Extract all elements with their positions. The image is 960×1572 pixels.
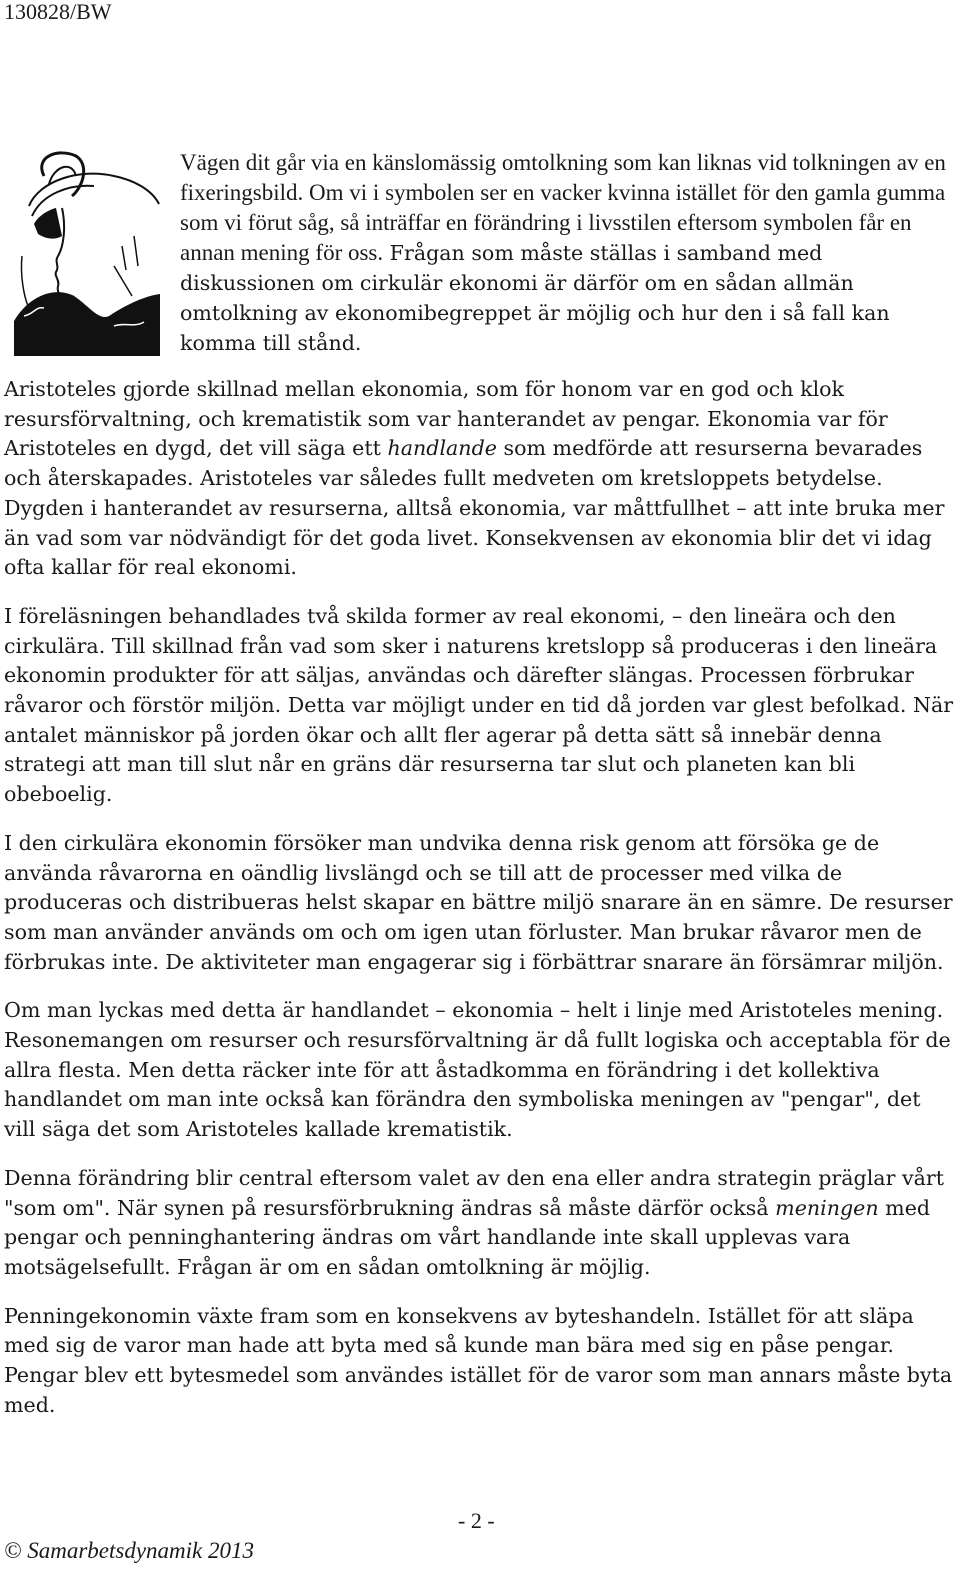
paragraph-text: med pengar och penninghantering ändras om vårt handlande inte skall upplevas vara motsägelsefullt. Frågan är om en sådan omtolkning är möjlig. <box>4 1195 931 1279</box>
intro-paragraph <box>180 148 960 358</box>
document-code: 130828/BW <box>4 0 112 24</box>
paragraph-change <box>4 1164 958 1283</box>
paragraph-text: Aristoteles gjorde skillnad mellan ekonomia, som för honom var en god och klok resursförvaltning, och krematistik som var hanterandet av pengar. Ekonomia var för Aristoteles en dygd, det vill säga ett <box>4 377 888 461</box>
emphasis-text: handlande <box>387 436 497 461</box>
page-number: - 2 - <box>458 1508 495 1533</box>
emphasis-text: meningen <box>775 1195 879 1220</box>
illustration-image <box>14 146 164 356</box>
paragraph-success: Om man lyckas med detta är handlandet – ekonomia – helt i linje med Aristoteles mening. Resonemangen om resurser och resursförvaltning är då fullt logiska och acceptabla för de allra flesta. Men detta räcker inte för att åstadkomma en förändring i det kollektiva handlandet om man inte också kan förändra den symboliska meningen av "pengar", det vill säga det som Aristoteles kallade krematistik. <box>4 998 951 1142</box>
intro-text-part2: Frågan som måste ställas i samband med diskussionen om cirkulär ekonomi är därför om en sådan allmän omtolkning av ekonomibegreppet är möjlig och hur den i så fall kan komma till stånd. <box>180 241 890 355</box>
paragraph-circular: I den cirkulära ekonomin försöker man undvika denna risk genom att försöka ge de använda råvarorna en oändlig livslängd och se till att de processer med vilka de produceras och distribueras helst skapar en bättre miljö snarare än en sämre. De resurser som man använder används om och om igen utan förluster. Man brukar råvaror men de förbrukas inte. De aktiviteter man engagerar sig i förbättrar snarare än försämrar miljön. <box>4 830 953 974</box>
paragraph-lecture: I föreläsningen behandlades två skilda former av real ekonomi, – den lineära och den cirkulära. Till skillnad från vad som sker i naturens kretslopp så produceras i den lineära ekonomin produkter för att säljas, användas och därefter slängas. Processen förbrukar råvaror och förstör miljön. Detta var möjligt under en tid då jorden var glest befolkad. När antalet människor på jorden ökar och allt fler agerar på detta sätt så innebär denna strategi att man till slut når en gräns där resurserna tar slut och planeten kan bli obeboelig. <box>4 603 954 807</box>
paragraph-text: som medförde att resurserna bevarades och återskapades. Aristoteles var således fullt medveten om kretsloppets betydelse. Dygden i hanterandet av resurserna, alltså ekonomia, var måttfullhet – att inte bruka mer än vad som var nödvändigt för det goda livet. Konsekvensen av ekonomia blir det vi idag ofta kallar för real ekonomi. <box>4 436 945 580</box>
copyright: © Samarbetsdynamik 2013 <box>4 1538 255 1563</box>
paragraph-aristoteles <box>4 375 958 583</box>
body-text <box>4 375 958 1440</box>
paragraph-text: Denna förändring blir central eftersom valet av den ena eller andra strategin präglar vårt "som om". När synen på resursförbrukning ändras så måste därför också <box>4 1165 945 1220</box>
intro-text-part1: Vägen dit går via en känslomässig omtolkning som kan liknas vid tolkningen av en fixeringsbild. Om vi i symbolen ser en vacker kvinna istället för den gamla gumma som vi förut såg, så inträffar en förändring i livsstilen eftersom symbolen får en annan mening för oss. <box>180 150 946 265</box>
intro-section <box>14 140 958 360</box>
paragraph-money: Penningekonomin växte fram som en konsekvens av byteshandeln. Istället för att släpa med sig de varor man hade att byta med så kunde man bära med sig en påse pengar. Pengar blev ett bytesmedel som användes istället för de varor som man annars måste byta med. <box>4 1303 953 1417</box>
